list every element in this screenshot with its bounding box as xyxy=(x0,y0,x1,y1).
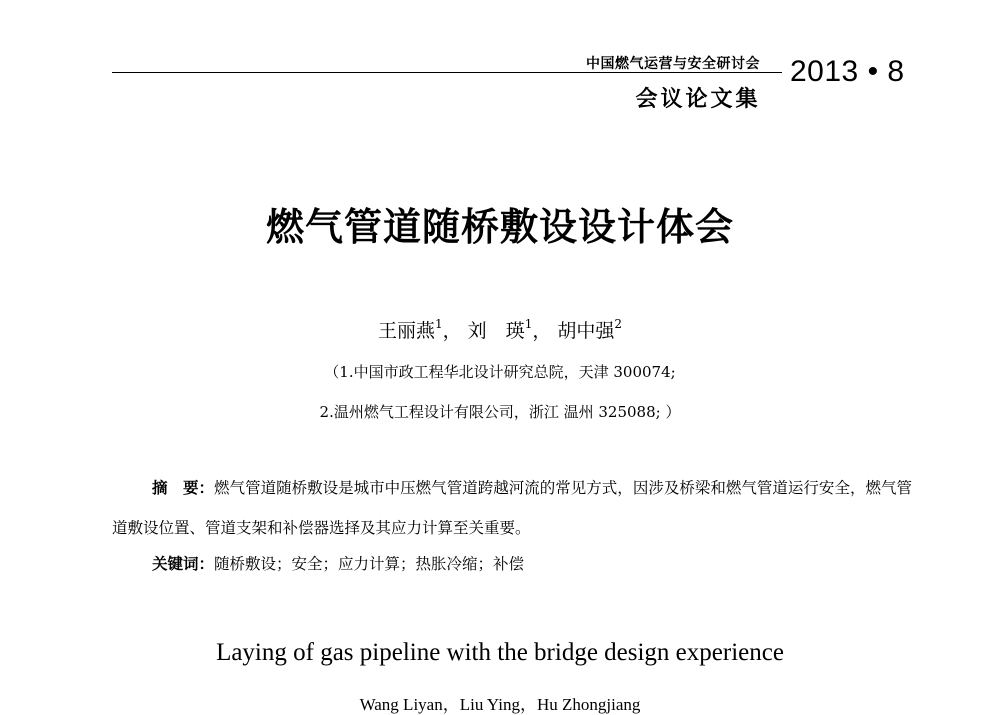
author-name: 胡中强 xyxy=(557,320,615,342)
affiliation-line: 2.温州燃气工程设计有限公司，浙江 温州 325088; ） xyxy=(319,403,681,421)
keywords-text: 随桥敷设；安全；应力计算；热胀冷缩；补偿 xyxy=(214,555,525,573)
conference-name: 中国燃气运营与安全研讨会 xyxy=(586,56,760,72)
keywords xyxy=(152,552,524,574)
english-title: Laying of gas pipeline with the bridge design experience xyxy=(216,639,784,666)
abstract xyxy=(112,468,912,548)
affiliation-mark: 1 xyxy=(434,317,443,331)
author-list xyxy=(0,316,1000,343)
english-authors: Wang Liyan，Liu Ying，Hu Zhongjiang xyxy=(359,695,641,714)
proceedings-label: 会议论文集 xyxy=(635,87,761,112)
abstract-label: 摘 要： xyxy=(152,479,215,497)
author-separator: ， xyxy=(442,320,462,342)
paper-title: 燃气管道随桥敷设设计体会 xyxy=(265,205,734,249)
abstract-text: 燃气管道随桥敷设是城市中压燃气管道跨越河流的常见方式，因涉及桥梁和燃气管道运行安全，燃气管道敷设位置、管道支架和补偿器选择及其应力计算至关重要。 xyxy=(112,479,912,537)
issue-date: 2013 • 8 xyxy=(790,55,905,88)
author-name: 王丽燕 xyxy=(377,320,435,342)
affiliation-line: （1.中国市政工程华北设计研究总院，天津 300074; xyxy=(324,363,676,381)
author-separator: ， xyxy=(532,320,552,342)
author-name: 刘 瑛 xyxy=(467,320,525,342)
keywords-label: 关键词： xyxy=(152,555,215,573)
affiliation-mark: 1 xyxy=(524,317,533,331)
affiliation-mark: 2 xyxy=(614,317,623,331)
